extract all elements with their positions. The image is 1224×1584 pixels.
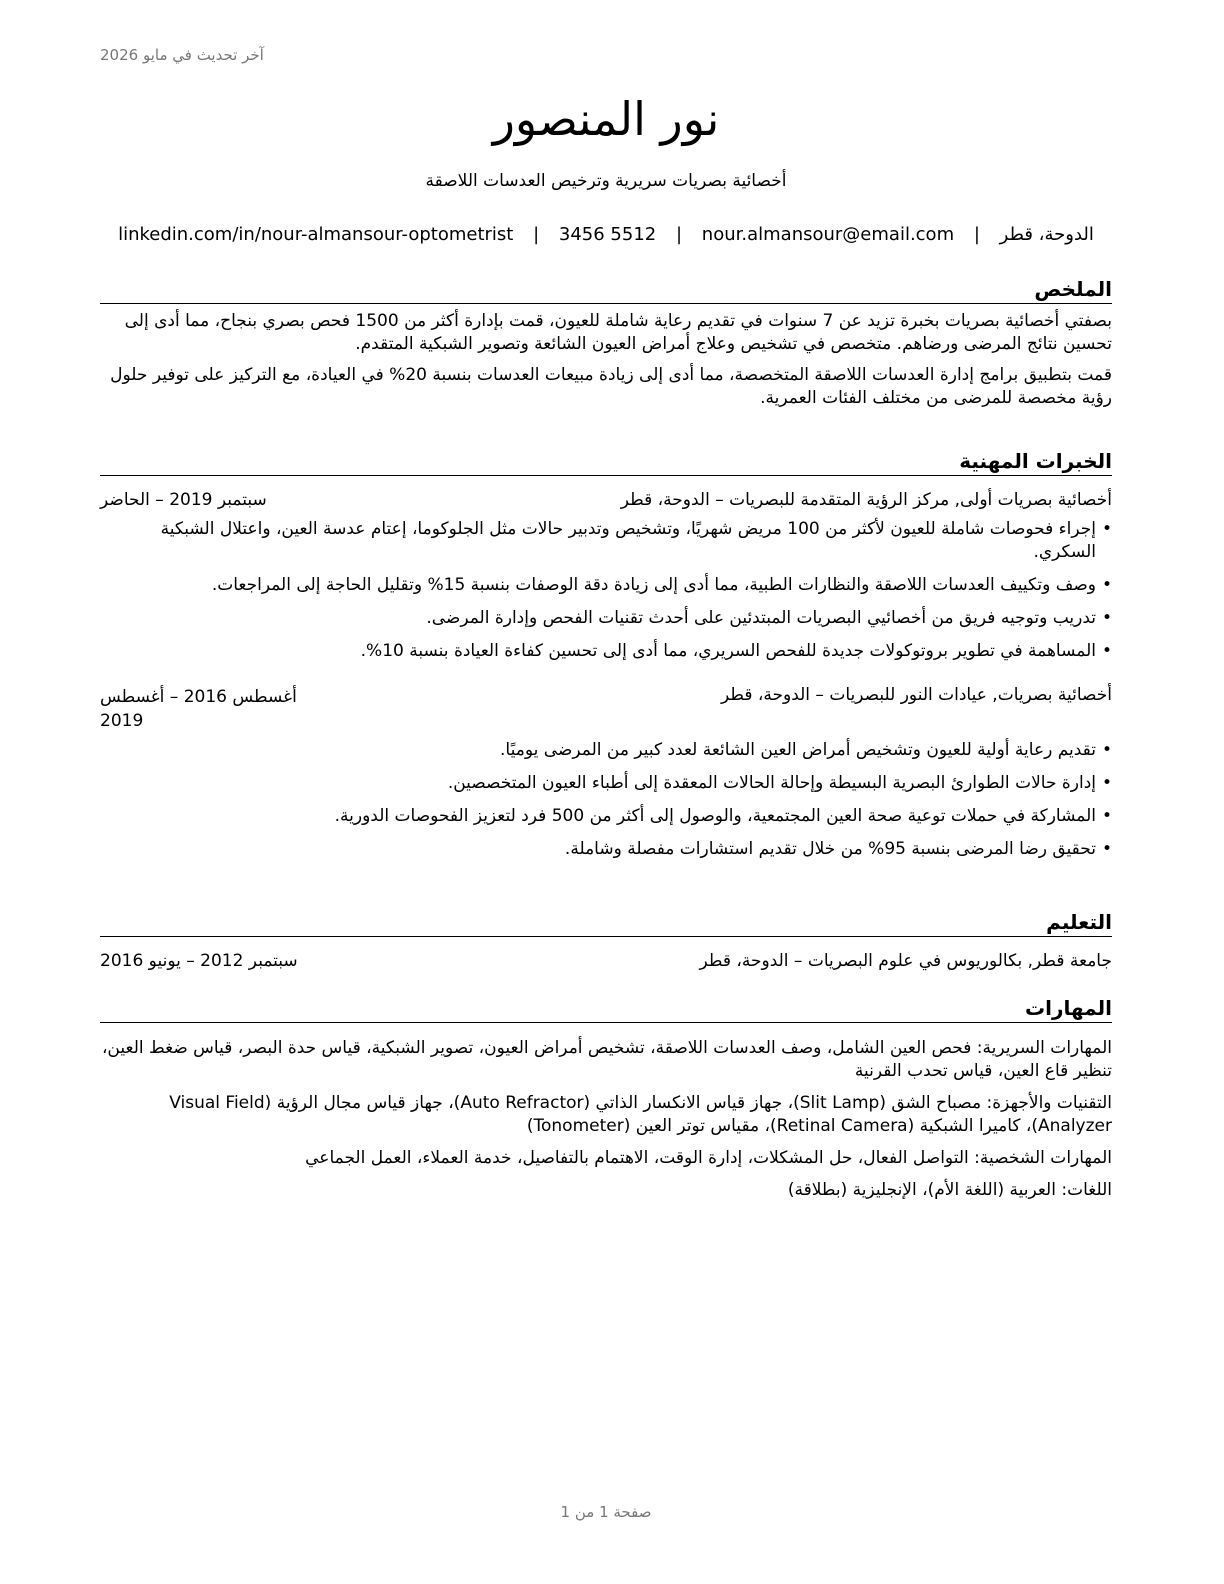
- contact-line: [100, 224, 1112, 245]
- contact-separator: |: [675, 224, 683, 245]
- education-entry: [100, 951, 1112, 975]
- job-bullet: • المساهمة في تطوير بروتوكولات جديدة للفحص السريري، مما أدى إلى تحسين كفاءة العيادة بنسبة 10%.: [100, 640, 1112, 663]
- section-title-skills: المهارات: [100, 996, 1112, 1023]
- contact-separator: |: [533, 224, 540, 245]
- resume-page: [100, 0, 1112, 1584]
- skills-line: التقنيات والأجهزة: مصباح الشق (Slit Lamp)، جهاز قياس الانكسار الذاتي (Auto Refractor)، جهاز قياس مجال الرؤية (Visual Field Analyzer)، كاميرا الشبكية (Retinal Camera)، مقياس توتر العين (Tonometer): [169, 1093, 1112, 1136]
- degree-title: جامعة قطر, بكالوريوس في علوم البصريات – الدوحة، قطر: [699, 951, 1112, 971]
- candidate-name: نور المنصور: [492, 92, 720, 146]
- contact-linkedin[interactable]: linkedin.com/in/nour-almansour-optometrist: [118, 224, 514, 245]
- summary-section: [100, 277, 1112, 410]
- skills-line: المهارات الشخصية: التواصل الفعال، حل المشكلات، إدارة الوقت، الاهتمام بالتفاصيل، خدمة العملاء، العمل الجماعي: [305, 1148, 1112, 1168]
- job-bullet: • إجراء فحوصات شاملة للعيون لأكثر من 100 مريض شهريًا، وتشخيص وتدبير حالات مثل الجلوكوما، إعتام عدسة العين، واعتلال الشبكية السكري.: [100, 518, 1112, 564]
- experience-section: [100, 449, 1112, 871]
- contact-phone: 3456 5512: [558, 224, 657, 245]
- education-section: [100, 910, 1112, 975]
- last-updated: آخر تحديث في مايو 2026: [100, 46, 264, 64]
- job-bullet: • المشاركة في حملات توعية صحة العين المجتمعية، والوصول إلى أكثر من 500 فرد لتعزيز الفحوصات الدورية.: [100, 805, 1112, 828]
- skills-line: المهارات السريرية: فحص العين الشامل، وصف العدسات اللاصقة، تشخيص أمراض العيون، تصوير الشبكية، قياس حدة البصر، قياس ضغط العين، تنظير قاع العين، قياس تحدب القرنية: [101, 1038, 1112, 1081]
- job-bullets: [100, 739, 1112, 861]
- job-title: أخصائية بصريات أولى, مركز الرؤية المتقدمة للبصريات – الدوحة، قطر: [620, 490, 1112, 510]
- job-entry: [100, 685, 1112, 861]
- contact-email[interactable]: nour.almansour@email.com: [701, 224, 955, 245]
- job-dates: سبتمبر 2019 – الحاضر: [100, 490, 267, 510]
- section-title-education: التعليم: [100, 910, 1112, 937]
- professional-headline: أخصائية بصريات سريرية وترخيص العدسات اللاصقة: [425, 171, 787, 191]
- job-header: [100, 685, 1112, 735]
- job-bullet: • إدارة حالات الطوارئ البصرية البسيطة وإحالة الحالات المعقدة إلى أطباء العيون المتخصصين.: [100, 772, 1112, 795]
- job-bullet: • تدريب وتوجيه فريق من أخصائيي البصريات المبتدئين على أحدث تقنيات الفحص وإدارة المرضى.: [100, 607, 1112, 630]
- job-header: [100, 490, 1112, 514]
- summary-paragraph: قمت بتطبيق برامج إدارة العدسات اللاصقة المتخصصة، مما أدى إلى زيادة مبيعات العدسات بنسبة 20% في العيادة، مع التركيز على توفير حلول رؤية مخصصة للمرضى من مختلف الفئات العمرية.: [110, 365, 1112, 408]
- section-title-experience: الخبرات المهنية: [100, 449, 1112, 476]
- page-number: صفحة 1 من 1: [560, 1503, 652, 1521]
- summary-paragraph: بصفتي أخصائية بصريات بخبرة تزيد عن 7 سنوات في تقديم رعاية شاملة للعيون، قمت بإدارة أكثر من 1500 فحص بصري بنجاح، مما أدى إلى تحسين نتائج المرضى ورضاهم. متخصص في تشخيص وعلاج أمراض العيون الشائعة وتصوير الشبكية المتقدم.: [124, 311, 1112, 354]
- job-bullets: [100, 518, 1112, 663]
- contact-location: الدوحة، قطر: [999, 224, 1094, 245]
- job-bullet: • تقديم رعاية أولية للعيون وتشخيص أمراض العين الشائعة لعدد كبير من المرضى يوميًا.: [100, 739, 1112, 762]
- contact-separator: |: [973, 224, 980, 245]
- section-title-summary: الملخص: [100, 277, 1112, 304]
- job-title: أخصائية بصريات, عيادات النور للبصريات – الدوحة، قطر: [721, 685, 1112, 705]
- skills-line: اللغات: العربية (اللغة الأم)، الإنجليزية (بطلاقة): [787, 1180, 1112, 1200]
- job-entry: [100, 490, 1112, 663]
- job-bullet: • تحقيق رضا المرضى بنسبة 95% من خلال تقديم استشارات مفصلة وشاملة.: [100, 838, 1112, 861]
- education-dates: سبتمبر 2012 – يونيو 2016: [100, 951, 298, 971]
- job-bullet: • وصف وتكييف العدسات اللاصقة والنظارات الطبية، مما أدى إلى زيادة دقة الوصفات بنسبة 15% وتقليل الحاجة إلى المراجعات.: [100, 574, 1112, 597]
- job-dates: أغسطس 2016 – أغسطس 2019: [100, 687, 297, 731]
- skills-section: [100, 996, 1112, 1202]
